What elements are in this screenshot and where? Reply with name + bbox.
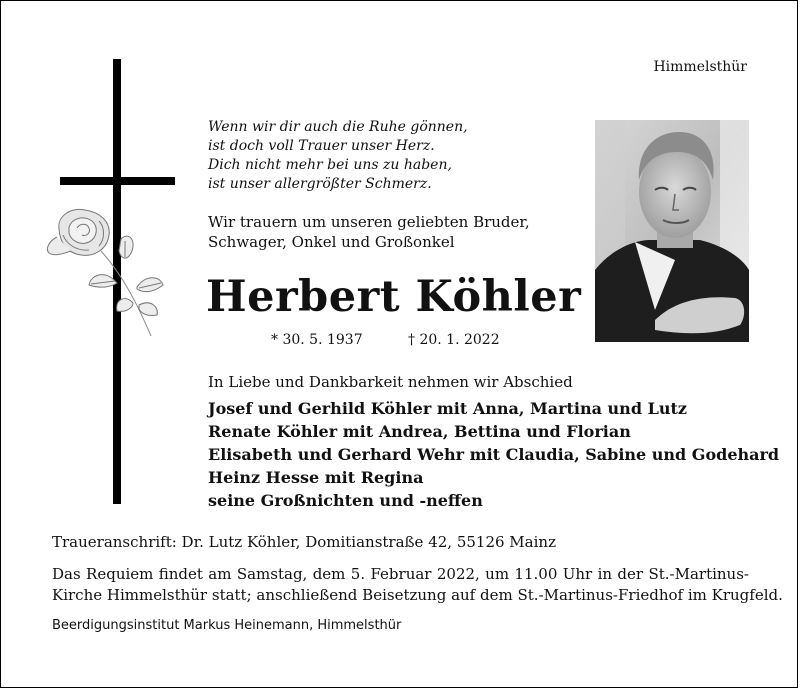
portrait-photo — [595, 120, 749, 342]
requiem-line: Kirche Himmelsthür statt; anschließend Beisetzung auf dem St.-Martinus-Friedhof im Krugfeld. — [52, 586, 783, 604]
location-label: Himmelsthür — [653, 59, 747, 75]
mourner-entry: Heinz Hesse mit Regina — [208, 468, 424, 487]
funeral-home: Beerdigungsinstitut Markus Heinemann, Himmelsthür — [52, 618, 402, 633]
mourner-entry: Elisabeth und Gerhard Wehr mit Claudia, Sabine und Godehard — [208, 445, 780, 464]
poem-line: Dich nicht mehr bei uns zu haben, — [208, 157, 452, 173]
rose-icon — [39, 201, 174, 341]
intro-text — [208, 212, 530, 252]
mourner-entry: seine Großnichten und -neffen — [208, 491, 483, 510]
requiem-line: Das Requiem findet am Samstag, dem 5. Februar 2022, um 11.00 Uhr in der St.-Martinus- — [52, 565, 749, 583]
cross-icon-bar — [60, 177, 175, 185]
mourner-entry: Renate Köhler mit Andrea, Bettina und Florian — [208, 422, 631, 441]
mourner-entry: Josef und Gerhild Köhler mit Anna, Martina und Lutz — [208, 399, 687, 418]
requiem-info — [52, 564, 783, 606]
birth-date: * 30. 5. 1937 — [271, 332, 363, 348]
poem-line: ist doch voll Trauer unser Herz. — [208, 138, 435, 154]
mourners-list — [208, 397, 779, 512]
intro-line: Schwager, Onkel und Großonkel — [208, 233, 455, 251]
memorial-poem — [208, 118, 468, 194]
mourning-address: Traueranschrift: Dr. Lutz Köhler, Domitianstraße 42, 55126 Mainz — [52, 533, 556, 551]
farewell-text: In Liebe und Dankbarkeit nehmen wir Abschied — [208, 373, 573, 391]
death-date: † 20. 1. 2022 — [408, 332, 500, 348]
poem-line: ist unser allergrößter Schmerz. — [208, 176, 432, 192]
intro-line: Wir trauern um unseren geliebten Bruder, — [208, 213, 530, 231]
poem-line: Wenn wir dir auch die Ruhe gönnen, — [208, 119, 468, 135]
deceased-name: Herbert Köhler — [206, 272, 582, 322]
